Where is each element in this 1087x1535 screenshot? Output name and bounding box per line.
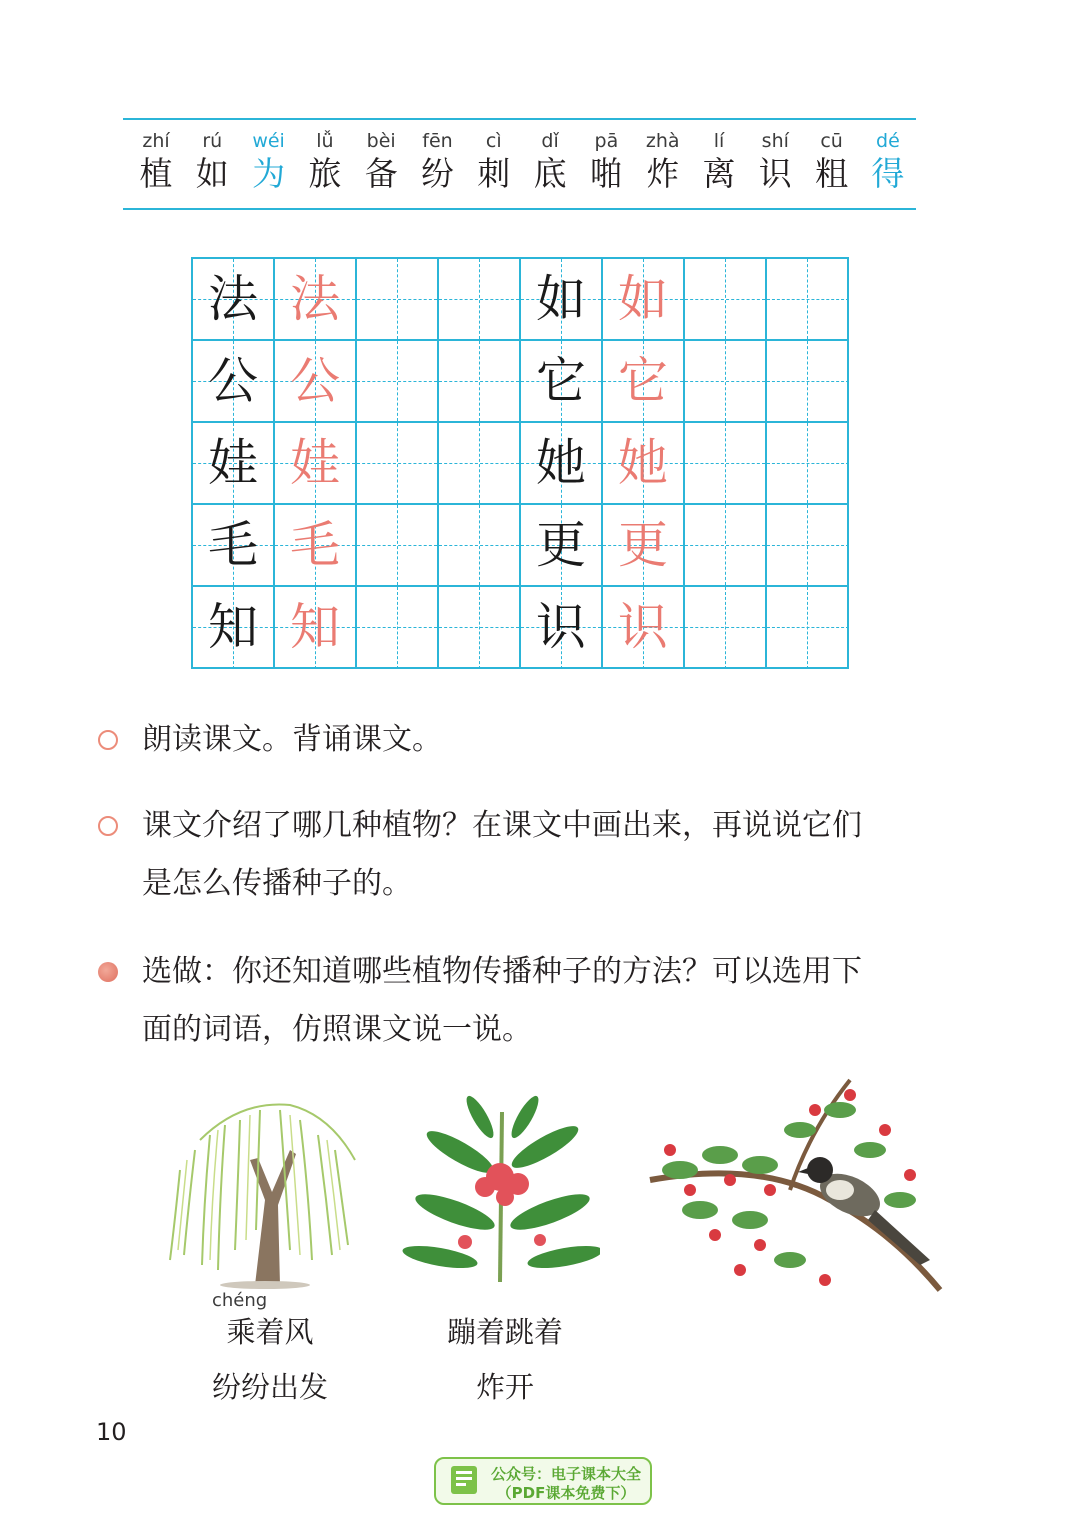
vocab-hanzi: 粗: [815, 154, 849, 193]
vocab-item: [466, 128, 522, 194]
grid-cell: [193, 259, 275, 341]
grid-cell: [685, 587, 767, 669]
vocab-hanzi: 离: [702, 154, 736, 193]
grid-cell: [603, 587, 685, 669]
grid-cell: [193, 587, 275, 669]
trace-character: 娃: [290, 434, 340, 492]
model-character: 娃: [208, 434, 258, 492]
vocab-item: [691, 128, 747, 194]
exercise-item: [142, 797, 962, 913]
willow-tree-illustration: [140, 1080, 380, 1290]
vocab-item: [860, 128, 916, 194]
model-character: 更: [536, 516, 586, 574]
vocab-hanzi: 旅: [308, 154, 342, 193]
vocab-item: [747, 128, 803, 194]
vocab-hanzi: 底: [533, 154, 567, 193]
vocab-hanzi: 纷: [421, 154, 454, 193]
grid-cell: [521, 259, 603, 341]
grid-cell: [685, 423, 767, 505]
vocab-pinyin: bèi: [366, 130, 396, 152]
watermark-line2: （PDF课本免费下）: [496, 1484, 636, 1502]
model-character: 公: [208, 352, 258, 410]
vocab-pinyin: dǐ: [541, 130, 559, 152]
grid-cell: [603, 423, 685, 505]
book-icon: [448, 1464, 480, 1498]
vocab-pinyin: lí: [713, 130, 725, 152]
vocab-pinyin: wéi: [252, 130, 285, 152]
optional-bullet-icon: [98, 962, 118, 982]
balsam-phrase-line2: 炸开: [475, 1370, 534, 1404]
vocab-pinyin: fēn: [422, 130, 453, 152]
willow-phrase-line1: 乘着风: [226, 1315, 314, 1349]
exercise-bullet-icon: [98, 816, 118, 836]
vocab-item: [128, 128, 184, 194]
trace-character: 它: [618, 352, 668, 410]
vocab-item: [635, 128, 691, 194]
vocab-pinyin: rú: [202, 130, 223, 152]
watermark-badge: [434, 1457, 652, 1505]
vocab-hanzi: 炸: [646, 154, 680, 193]
vocab-pinyin: zhí: [142, 130, 170, 152]
vocab-pinyin: lǚ: [316, 130, 334, 152]
grid-cell: [357, 341, 439, 423]
vocab-hanzi: 识: [758, 154, 792, 193]
vocab-item: [241, 128, 297, 194]
model-character: 知: [208, 598, 258, 656]
vocab-pinyin: cū: [820, 130, 843, 152]
caption-pinyin: chéng: [212, 1290, 268, 1311]
watermark-line1: 公众号：电子课本大全: [490, 1465, 641, 1483]
exercise-item: [142, 711, 962, 769]
grid-cell: [603, 259, 685, 341]
vocab-item: [522, 128, 578, 194]
grid-cell: [521, 505, 603, 587]
grid-cell: [439, 259, 521, 341]
grid-cell: [439, 587, 521, 669]
vocab-pinyin: pā: [594, 130, 619, 152]
vocab-item: [804, 128, 860, 194]
vocab-hanzi: 得: [871, 154, 905, 193]
grid-cell: [767, 505, 849, 587]
writing-grid: [191, 257, 849, 669]
balsam-plant-illustration: [400, 1092, 600, 1284]
model-character: 法: [208, 270, 258, 328]
model-character: 毛: [208, 516, 258, 574]
grid-cell: [521, 587, 603, 669]
trace-character: 识: [618, 598, 668, 656]
vocab-pinyin: cì: [485, 130, 502, 152]
grid-cell: [767, 423, 849, 505]
bird-berry-branch-illustration: [640, 1070, 950, 1300]
exercise-bullet-icon: [98, 730, 118, 750]
vocab-item: [297, 128, 353, 194]
vocab-hanzi: 啪: [589, 154, 623, 193]
model-character: 她: [536, 434, 586, 492]
vocab-item: [410, 128, 466, 194]
grid-cell: [439, 423, 521, 505]
grid-cell: [603, 505, 685, 587]
trace-character: 知: [290, 598, 340, 656]
vocab-hanzi: 植: [139, 154, 173, 193]
grid-cell: [275, 341, 357, 423]
grid-cell: [685, 341, 767, 423]
vocab-item: [184, 128, 240, 194]
grid-cell: [767, 259, 849, 341]
trace-character: 法: [290, 270, 340, 328]
grid-cell: [767, 587, 849, 669]
grid-cell: [603, 341, 685, 423]
trace-character: 更: [618, 516, 668, 574]
exercise-line: 选做：你还知道哪些植物传播种子的方法？可以选用下: [142, 954, 862, 989]
trace-character: 如: [618, 270, 668, 328]
exercise-line: 面的词语，仿照课文说一说。: [142, 1012, 532, 1047]
model-character: 识: [536, 598, 586, 656]
page-number: 10: [96, 1418, 127, 1446]
grid-cell: [357, 423, 439, 505]
model-character: 它: [536, 352, 586, 410]
grid-cell: [439, 505, 521, 587]
grid-cell: [521, 423, 603, 505]
trace-character: 毛: [290, 516, 340, 574]
grid-cell: [685, 259, 767, 341]
vocab-top-rule: [123, 118, 916, 120]
grid-cell: [521, 341, 603, 423]
trace-character: 公: [290, 352, 340, 410]
vocab-hanzi: 刺: [477, 154, 511, 193]
grid-cell: [357, 259, 439, 341]
balsam-phrase-line1: 蹦着跳着: [446, 1315, 563, 1349]
grid-cell: [193, 423, 275, 505]
grid-cell: [193, 505, 275, 587]
vocab-pinyin: shí: [761, 130, 789, 152]
grid-cell: [439, 341, 521, 423]
grid-cell: [357, 587, 439, 669]
grid-cell: [685, 505, 767, 587]
grid-cell: [275, 259, 357, 341]
trace-character: 她: [618, 434, 668, 492]
vocab-bottom-rule: [123, 208, 916, 210]
exercise-item: [142, 943, 962, 1059]
grid-cell: [193, 341, 275, 423]
grid-cell: [767, 341, 849, 423]
vocab-pinyin: zhà: [645, 130, 680, 152]
exercise-line: 课文介绍了哪几种植物？在课文中画出来，再说说它们: [142, 808, 862, 843]
willow-phrase-line2: 纷纷出发: [211, 1370, 328, 1404]
exercise-line: 是怎么传播种子的。: [142, 866, 412, 901]
grid-cell: [275, 587, 357, 669]
vocab-hanzi: 为: [252, 154, 286, 193]
vocab-pinyin: dé: [876, 130, 900, 152]
model-character: 如: [536, 270, 586, 328]
vocabulary-list: [128, 128, 912, 200]
vocab-item: [353, 128, 409, 194]
exercise-line: 朗读课文。背诵课文。: [142, 722, 442, 757]
grid-cell: [275, 505, 357, 587]
grid-cell: [357, 505, 439, 587]
vocab-hanzi: 备: [364, 154, 398, 193]
grid-cell: [275, 423, 357, 505]
vocab-item: [578, 128, 634, 194]
vocab-hanzi: 如: [195, 154, 229, 193]
